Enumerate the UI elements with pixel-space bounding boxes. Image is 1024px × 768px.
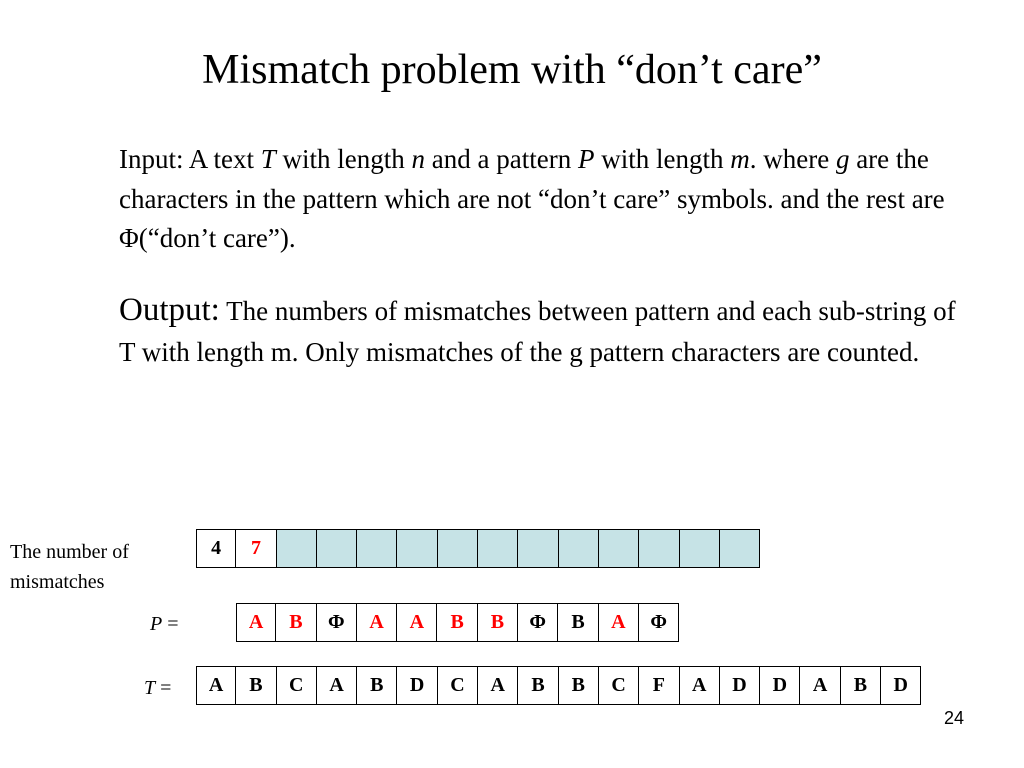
mismatch-count-label: The number of mismatches [10, 541, 129, 593]
text-cell: D [881, 666, 921, 705]
text-label-var: T [144, 677, 156, 699]
text-cell: A [478, 666, 518, 705]
text-cell: A [317, 666, 357, 705]
input-paragraph [119, 140, 969, 259]
text-cell: A [196, 666, 236, 705]
text-cell: B [236, 666, 276, 705]
mismatch-count-cell [317, 529, 357, 568]
input-text-1: A text [183, 144, 261, 174]
pattern-cell: B [276, 603, 316, 642]
pattern-label-var: P [150, 613, 163, 635]
mismatch-count-cell: 4 [196, 529, 236, 568]
page-number: 24 [943, 708, 964, 728]
output-text: The numbers of mismatches between pattern and each sub-string of T with length m. Only mismatches of the g pattern characters are counted. [119, 296, 956, 367]
pattern-label [150, 612, 179, 636]
mismatch-count-cell [639, 529, 679, 568]
text-label-eq: = [155, 677, 172, 699]
text-cell: D [397, 666, 437, 705]
input-lead: Input: [119, 144, 184, 174]
text-cell: B [841, 666, 881, 705]
text-cell: A [680, 666, 720, 705]
input-text-3: and a pattern [425, 144, 578, 174]
text-cell: A [800, 666, 840, 705]
pattern-cell: B [478, 603, 518, 642]
mismatch-count-cell [680, 529, 720, 568]
var-g: g [835, 144, 850, 174]
text-cell: F [639, 666, 679, 705]
mismatch-count-cell [357, 529, 397, 568]
pattern-cell: B [437, 603, 477, 642]
var-m: m [730, 144, 750, 174]
mismatch-count-cell: 7 [236, 529, 276, 568]
var-P: P [577, 144, 595, 174]
text-cell: C [599, 666, 639, 705]
mismatch-count-cell [478, 529, 518, 568]
slide-title: Mismatch problem with “don’t care” [202, 47, 822, 93]
output-paragraph [119, 290, 969, 373]
pattern-cell: A [236, 603, 276, 642]
input-text-2: with length [275, 144, 412, 174]
text-cell: B [357, 666, 397, 705]
mismatch-count-cell [438, 529, 478, 568]
output-lead: Output: [119, 292, 220, 328]
pattern-cell: B [558, 603, 598, 642]
mismatch-count-cell [397, 529, 437, 568]
pattern-cell: Φ [639, 603, 679, 642]
mismatch-count-cell [277, 529, 317, 568]
input-text-5: . where [749, 144, 836, 174]
text-cell: B [518, 666, 558, 705]
pattern-row [236, 603, 679, 642]
pattern-label-eq: = [162, 613, 179, 635]
input-text-4: with length [594, 144, 731, 174]
pattern-cell: A [599, 603, 639, 642]
input-text-6: are the characters in the pattern which are not “don’t care” symbols. and the rest are Φ(“don’t care”). [119, 144, 945, 253]
text-cell: B [559, 666, 599, 705]
var-T: T [260, 144, 276, 174]
text-cell: D [760, 666, 800, 705]
var-n: n [411, 144, 426, 174]
pattern-cell: Φ [518, 603, 558, 642]
mismatch-count-cell [559, 529, 599, 568]
text-row [196, 666, 921, 705]
text-label [144, 676, 171, 700]
mismatch-count-cell [599, 529, 639, 568]
mismatch-count-row [196, 529, 760, 568]
text-cell: C [438, 666, 478, 705]
text-cell: C [277, 666, 317, 705]
pattern-cell: A [357, 603, 397, 642]
pattern-cell: Φ [317, 603, 357, 642]
mismatch-count-cell [518, 529, 558, 568]
text-cell: D [720, 666, 760, 705]
pattern-cell: A [397, 603, 437, 642]
mismatch-count-cell [720, 529, 760, 568]
